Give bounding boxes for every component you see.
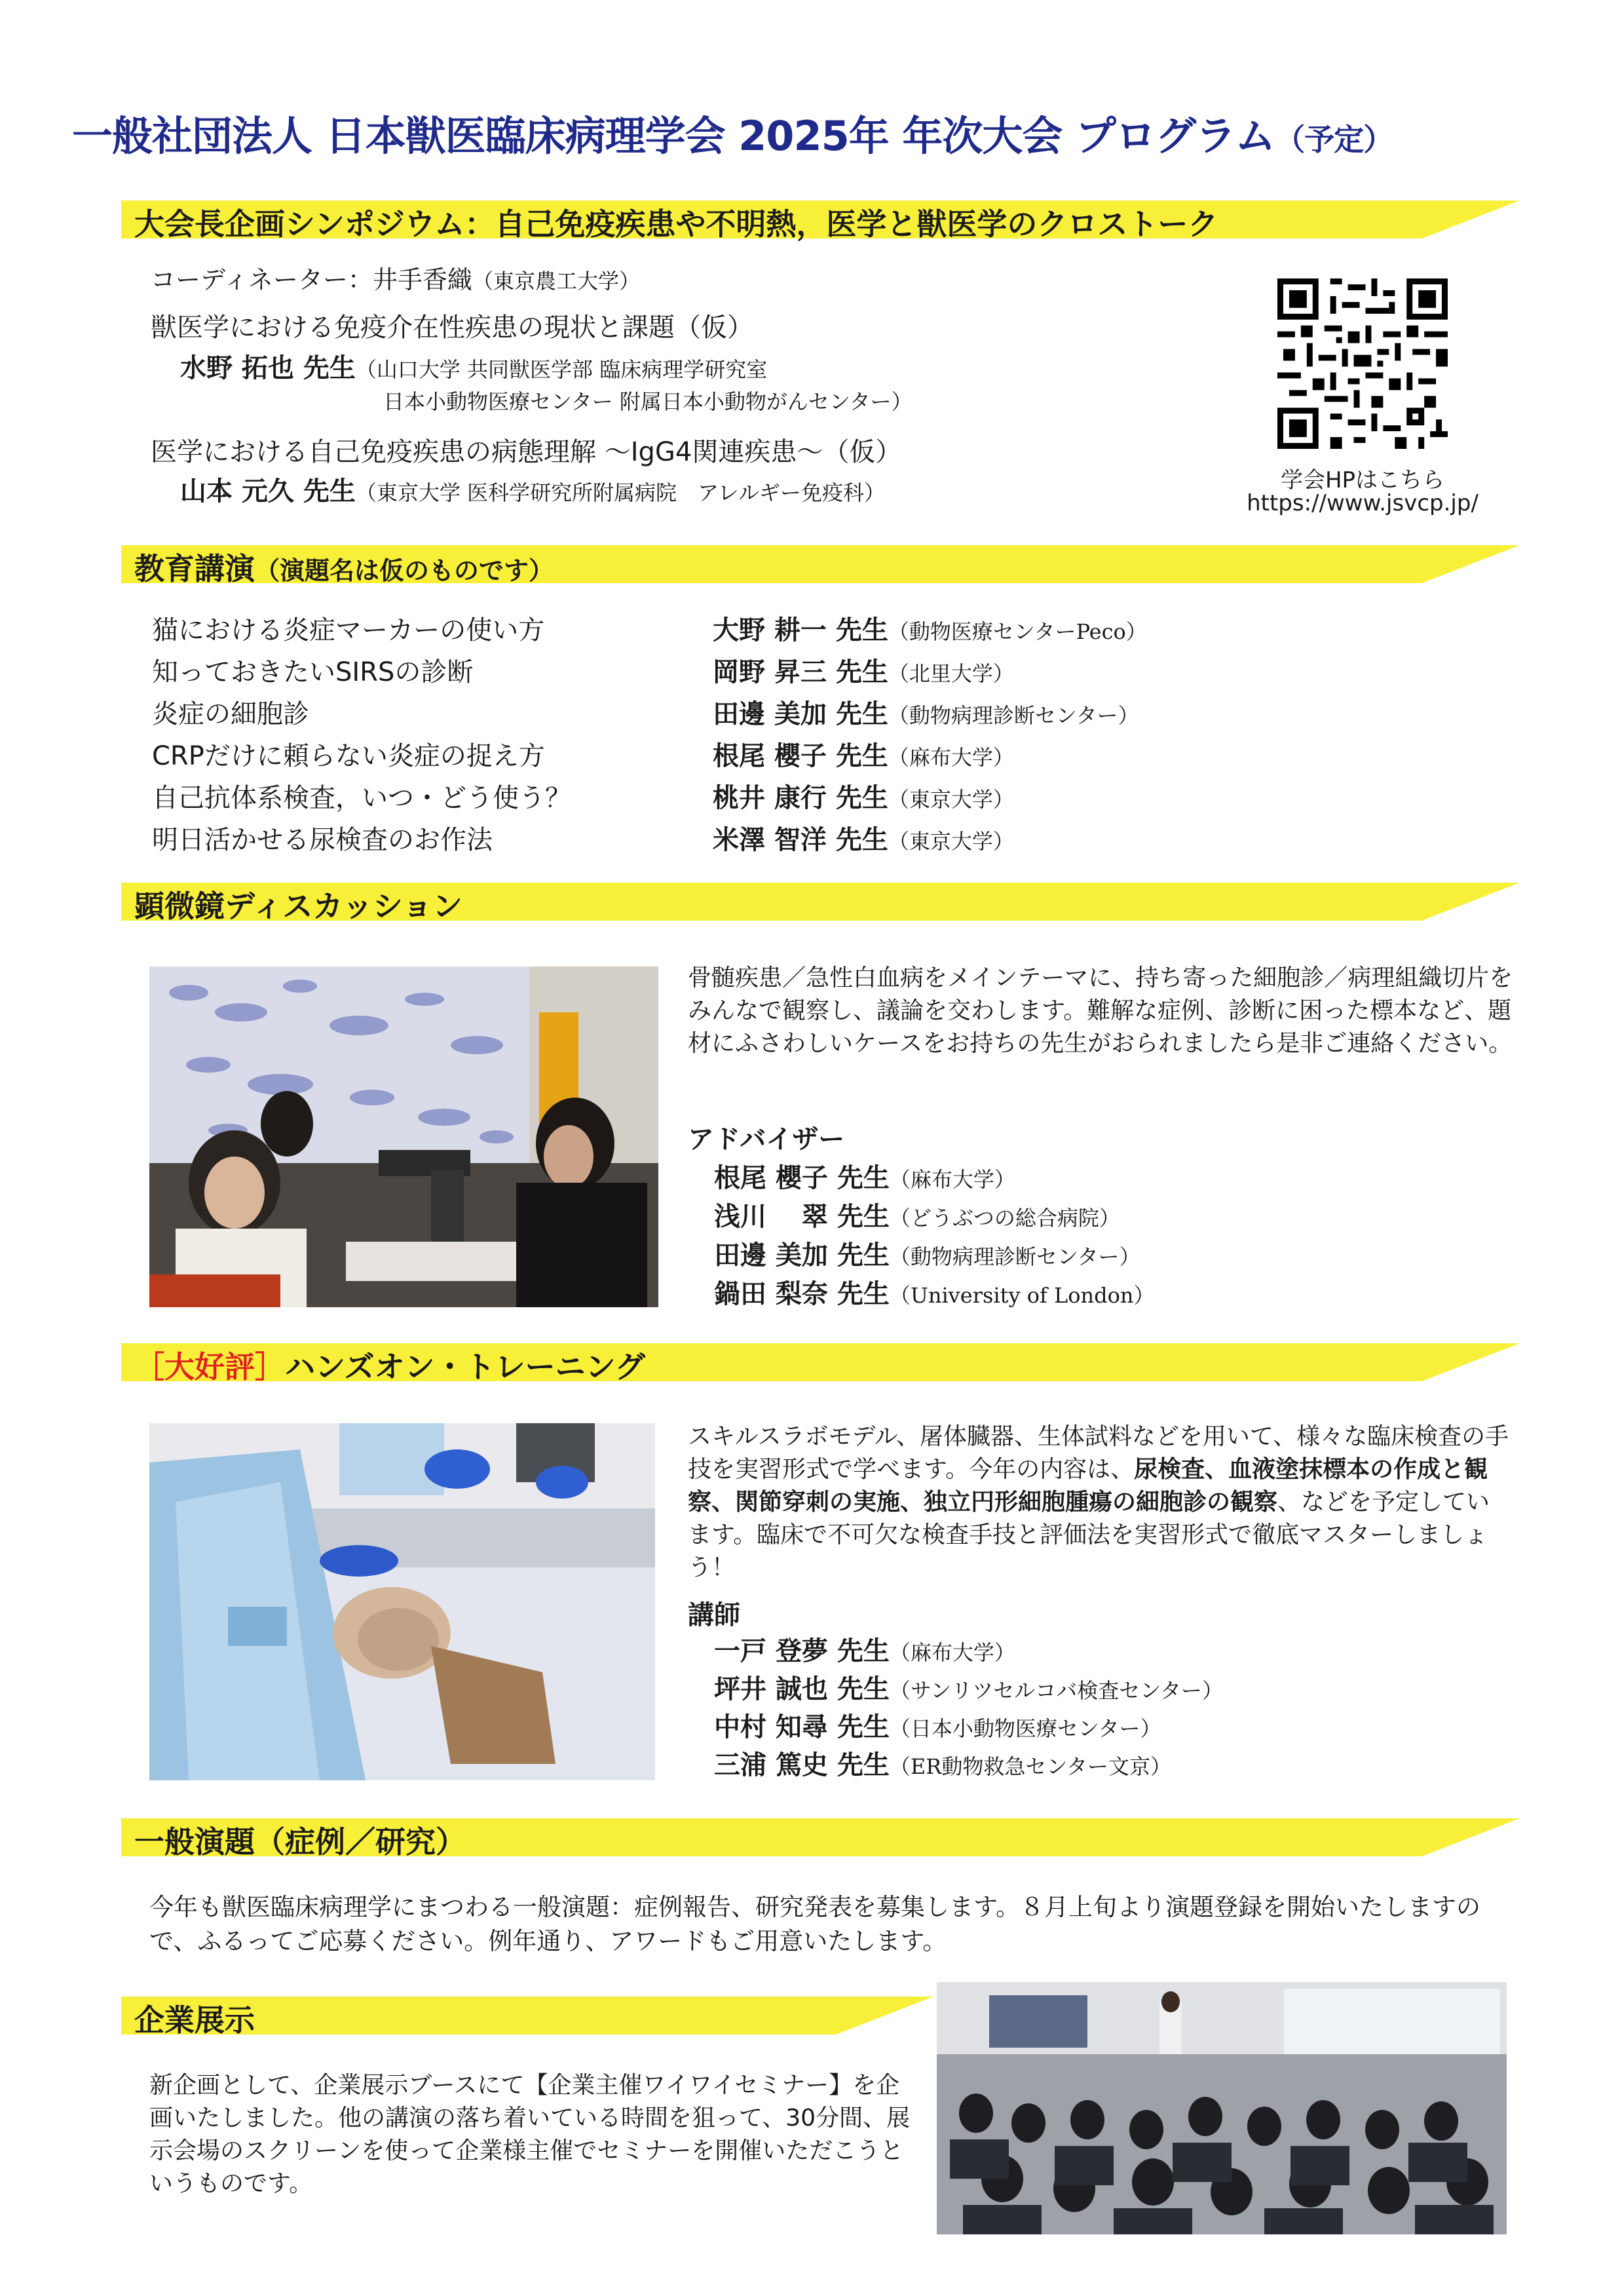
symposium-talk2-title: 医学における自己免疫疾患の病態理解 〜IgG4関連疾患〜（仮） <box>151 437 902 467</box>
lecture-affiliation: （東京大学） <box>888 829 1014 854</box>
lecture-title: 猫における炎症マーカーの使い方 <box>152 615 545 645</box>
symposium-talk1-speaker <box>180 347 767 385</box>
lecture-speaker-row <box>713 651 1014 689</box>
advisor-name: 鍋田 梨奈 先生 <box>714 1279 890 1309</box>
advisor-affiliation: （University of London） <box>889 1283 1155 1308</box>
handson-tag: ［大好評］ <box>134 1349 285 1385</box>
advisor-row <box>714 1273 1155 1311</box>
instructor-affiliation: （ER動物救急センター文京） <box>889 1754 1172 1779</box>
talk1-affiliation-1: （山口大学 共同獣医学部 臨床病理学研究室 <box>355 357 768 382</box>
microscope-description: 骨髄疾患／急性白血病をメインテーマに、持ち寄った細胞診／病理組織切片をみんなで観察し、議論を交わします。難解な症例、診断に困った標本など、題材にふさわしいケースをお持ちの先生がおられましたら是非ご連絡ください。 <box>688 965 1513 1057</box>
instructor-label: 講師 <box>688 1600 740 1630</box>
lecture-speaker-row <box>713 777 1014 814</box>
instructor-row <box>714 1744 1171 1782</box>
advisor-row <box>714 1157 1015 1195</box>
instructor-name: 一戸 登夢 先生 <box>714 1636 890 1666</box>
talk2-speaker-name: 山本 元久 先生 <box>180 476 356 507</box>
advisor-label: アドバイザー <box>688 1124 845 1155</box>
symposium-talk2-speaker <box>180 470 885 508</box>
lecture-title: 炎症の細胞診 <box>152 699 309 729</box>
lecture-speaker-row <box>713 693 1139 731</box>
education-heading <box>134 545 554 588</box>
page-title-suffix: （予定） <box>1275 122 1393 157</box>
coordinator-affiliation: （東京農工大学） <box>472 269 640 294</box>
lecture-speaker: 桃井 康行 先生 <box>713 783 888 813</box>
lecture-speaker-row <box>713 609 1147 647</box>
handson-description-1: スキルスラボモデル、屠体臓器、生体試料などを用いて、様々な臨床検査の手技を実習形式で学べます。今年の内容は、 <box>688 1423 1509 1483</box>
lecture-title: 明日活かせる尿検査のお作法 <box>152 825 493 855</box>
instructor-name: 中村 知尋 先生 <box>714 1712 890 1742</box>
advisor-row <box>714 1196 1120 1233</box>
talk2-affiliation: （東京大学 医科学研究所附属病院 アレルギー免疫科） <box>355 480 885 505</box>
advisor-name: 田邊 美加 先生 <box>714 1240 890 1271</box>
general-description: 今年も獣医臨床病理学にまつわる一般演題：症例報告、研究発表を募集します。８月上旬より演題登録を開始いたしますので、ふるってご応募ください。例年通り、アワードもご用意いたします。 <box>149 1893 1481 1955</box>
qr-code-icon[interactable] <box>1277 278 1448 449</box>
lecture-title: 知っておきたいSIRSの診断 <box>152 657 474 687</box>
page-title <box>72 104 1566 162</box>
instructor-row <box>714 1630 1015 1668</box>
lecture-affiliation: （北里大学） <box>888 661 1014 686</box>
symposium-coordinator <box>151 259 640 296</box>
instructor-name: 坪井 誠也 先生 <box>714 1674 890 1704</box>
talk1-speaker-name: 水野 拓也 先生 <box>180 353 356 383</box>
handson-description-2: 、などを予定しています。臨床で不可欠な検査手技と評価法を実習形式で徹底マスターしましょう！ <box>688 1489 1490 1581</box>
instructor-affiliation: （サンリツセルコバ検査センター） <box>889 1678 1223 1703</box>
lecture-speaker-row <box>713 735 1014 773</box>
microscope-heading: 顕微鏡ディスカッション <box>134 889 462 924</box>
lecture-speaker: 大野 耕一 先生 <box>713 615 888 645</box>
lecture-affiliation: （東京大学） <box>888 787 1014 812</box>
talk1-affiliation-2: 日本小動物医療センター 附属日本小動物がんセンター） <box>383 389 913 414</box>
handson-training-photo <box>149 1423 655 1780</box>
education-heading-note: （演題名は仮のものです） <box>255 556 554 585</box>
lecture-title: CRPだけに頼らない炎症の捉え方 <box>152 741 545 771</box>
general-heading: 一般演題（症例／研究） <box>134 1824 466 1860</box>
coordinator-label: コーディネーター：井手香織 <box>151 265 472 294</box>
exhibition-heading: 企業展示 <box>134 2002 255 2038</box>
lecture-speaker: 岡野 昇三 先生 <box>713 657 888 687</box>
instructor-row <box>714 1706 1161 1744</box>
instructor-affiliation: （日本小動物医療センター） <box>889 1716 1161 1741</box>
advisor-affiliation: （麻布大学） <box>889 1167 1015 1192</box>
page-title-main: 一般社団法人 日本獣医臨床病理学会 2025年 年次大会 プログラム <box>72 112 1275 160</box>
exhibition-description: 新企画として、企業展示ブースにて【企業主催ワイワイセミナー】を企画いたしました。他の講演の落ち着いている時間を狙って、30分間、展示会場のスクリーンを使って企業様主催でセミナーを開催いただこうというものです。 <box>149 2072 911 2197</box>
website-url-link[interactable]: https://www.jsvcp.jp/ <box>1247 490 1479 516</box>
handson-heading-text: ハンズオン・トレーニング <box>285 1349 645 1385</box>
symposium-talk1-title: 獣医学における免疫介在性疾患の現状と課題（仮） <box>151 313 753 343</box>
lecture-speaker: 米澤 智洋 先生 <box>713 825 888 855</box>
handson-description-bold: 尿検査、血液塗抹標本の作成と観察、関節穿刺の実施、独立円形細胞腫瘍の細胞診の観察 <box>688 1456 1488 1516</box>
advisor-name: 浅川 翠 先生 <box>714 1202 890 1232</box>
lecture-affiliation: （麻布大学） <box>888 745 1014 770</box>
instructor-name: 三浦 篤史 先生 <box>714 1750 890 1780</box>
exhibition-seminar-photo <box>937 1982 1507 2234</box>
lecture-affiliation: （動物医療センターPeco） <box>888 619 1147 644</box>
advisor-affiliation: （動物病理診断センター） <box>889 1244 1140 1269</box>
lecture-title: 自己抗体系検査，いつ・どう使う？ <box>152 783 571 813</box>
symposium-heading: 大会長企画シンポジウム：自己免疫疾患や不明熱，医学と獣医学のクロストーク <box>134 206 1218 242</box>
instructor-row <box>714 1668 1223 1706</box>
qr-caption: 学会HPはこちら <box>1280 467 1445 493</box>
instructor-affiliation: （麻布大学） <box>889 1640 1015 1665</box>
handson-heading <box>134 1343 645 1387</box>
advisor-row <box>714 1234 1140 1272</box>
handson-description <box>688 1421 1513 1584</box>
advisor-name: 根尾 櫻子 先生 <box>714 1163 890 1193</box>
advisor-affiliation: （どうぶつの総合病院） <box>889 1206 1120 1231</box>
lecture-speaker: 田邊 美加 先生 <box>713 699 888 729</box>
education-heading-text: 教育講演 <box>134 551 255 586</box>
lecture-speaker-row <box>713 819 1014 856</box>
lecture-speaker: 根尾 櫻子 先生 <box>713 741 888 771</box>
microscope-discussion-photo <box>149 966 658 1307</box>
lecture-affiliation: （動物病理診断センター） <box>888 703 1139 728</box>
